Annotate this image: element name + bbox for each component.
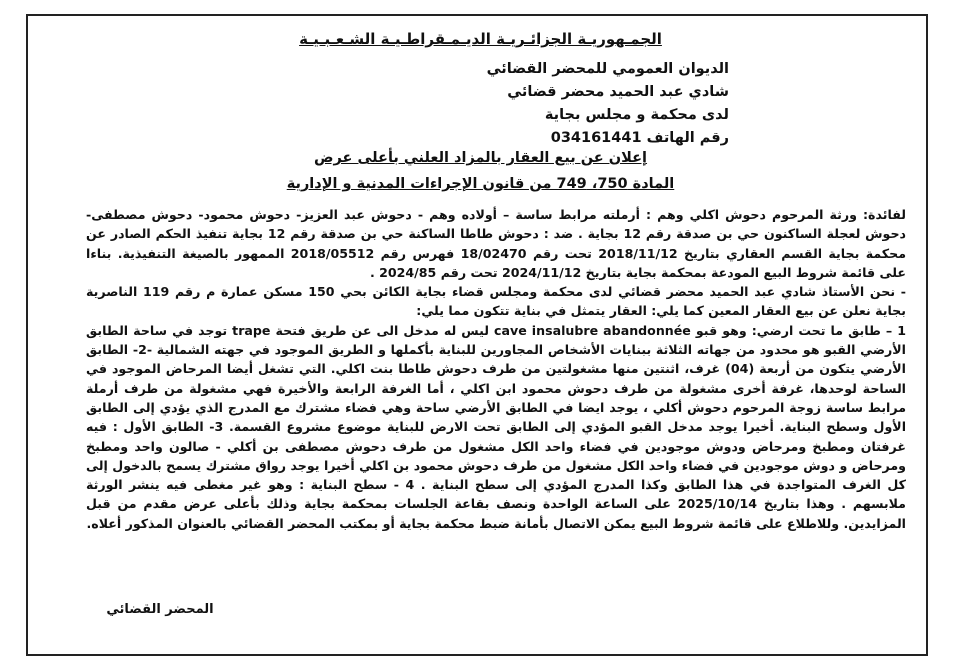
- court-name: لدى محكمة و مجلس بجاية: [544, 107, 729, 123]
- office-name: الديوان العمومي للمحضر القضائي: [486, 61, 729, 77]
- bailiff-name: شادي عبد الحميد محضر قضائي: [507, 84, 729, 100]
- parties-paragraph: لفائدة: ورثة المرحوم دحوش اكلي وهم : أرملته مرابط ساسة – أولاده وهم - دحوش عبد العزيز- دحوش محمود- دحوش مصطفى- دحوش لعجلة الساكنون حي بن صدقة رقم 12 بجاية . ضد : دحوش طاطا الساكنة حي بن صدقة رقم 12 بجاية تنفيذ الحكم الصادر عن محكمة بجاية القسم العقاري بتاريخ 2018/11/12 تحت رقم 18/02470 فهرس رقم 2018/05512 الممهور بالصيغة التنفيذية. بناءا على قائمة شروط البيع المودعة بمحكمة بجاية بتاريخ 2024/11/12 تحت رقم 2024/85 .: [86, 207, 906, 280]
- signature-label: المحضر القضائي: [106, 602, 214, 617]
- office-header: [269, 58, 729, 150]
- announcement-body: [86, 205, 906, 533]
- property-description-paragraph: 1 – طابق ما تحت ارضي: وهو قبو cave insalubre abandonnée ليس له مدخل الى عن طريق فتحة trape توجد في ساحة الطابق الأرضي القبو هو محدود من جهاته الثلاثة ببنايات الأشخاص المجاورين للبناية بأكملها و الطريق الموجود في جهته الشمالية -2- الطابق الأرضي يتكون من أربعة (04) غرف، اثنتين منها مشغولتين من طرف دحوش طاطا بنت اكلي. التي تشغل أيضا المرحاض الموجود في الساحة لوحدها، غرفة أخرى مشغولة من طرف دحوش محمود ابن اكلي ، أما الغرفة الرابعة والأخيرة فهي مشغولة من طرف أرملة مرابط ساسة زوجة المرحوم دحوش أكلي ، يوجد ايضا في الطابق الأرضي ساحة وهي فضاء مشترك مع المدرج الذي يؤدي إلى الطابق الأول وسطح البناية. أخيرا يوجد مدخل القبو المؤدي إلى الطابق تحت الارض للبناية موضوع مشروع القسمة. 3- الطابق الأول : فيه غرفتان ومطبخ ومرحاض ودوش موجودين في فضاء واحد الكل مشغول من طرف دحوش مصطفى بن أكلي - صالون واحد ومطبخ ومرحاض و دوش موجودين في فضاء واحد الكل مشغول من طرف دحوش محمود بن اكلي أخيرا يوجد رواق مشترك يسمح بالدخول إلى كل الغرف المتواجدة في هذا الطابق وكذا المدرج المؤدي إلى سطح البناية . 4 - سطح البناية : وهو غير مغطى فيه ينشر الورثة ملابسهم . وهذا بتاريخ 2025/10/14 على الساعة الواحدة ونصف بقاعة الجلسات بمحكمة بجاية وذلك بأعلى عرض مقدم من قبل المزايدين. وللاطلاع على قائمة شروط البيع يمكن الاتصال بأمانة ضبط محكمة بجاية أو بمكتب المحضر القضائي بالعنوان المذكور أعلاه.: [86, 322, 907, 531]
- law-articles-title: المادة 750، 749 من قانون الإجراءات المدنية و الإدارية: [286, 176, 675, 192]
- republic-title: الجمـهوريـة الجزائـريـة الديـمـقراطـيـة الشـعـبـيـة: [299, 30, 662, 48]
- bailiff-paragraph: - نحن الأستاذ شادي عبد الحميد محضر قضائي لدى محكمة ومجلس قضاء بجاية الكائن بحي 150 مسكن عمارة م رقم 119 الناصرية بجاية نعلن عن بيع العقار المعين كما يلي: العقار يتمثل في بناية تتكون مما يلي:: [86, 284, 906, 319]
- announcement-title: إعلان عن بيع العقار بالمزاد العلني بأعلى عرض: [313, 150, 648, 166]
- phone-number: رقم الهاتف 034161441: [550, 130, 729, 146]
